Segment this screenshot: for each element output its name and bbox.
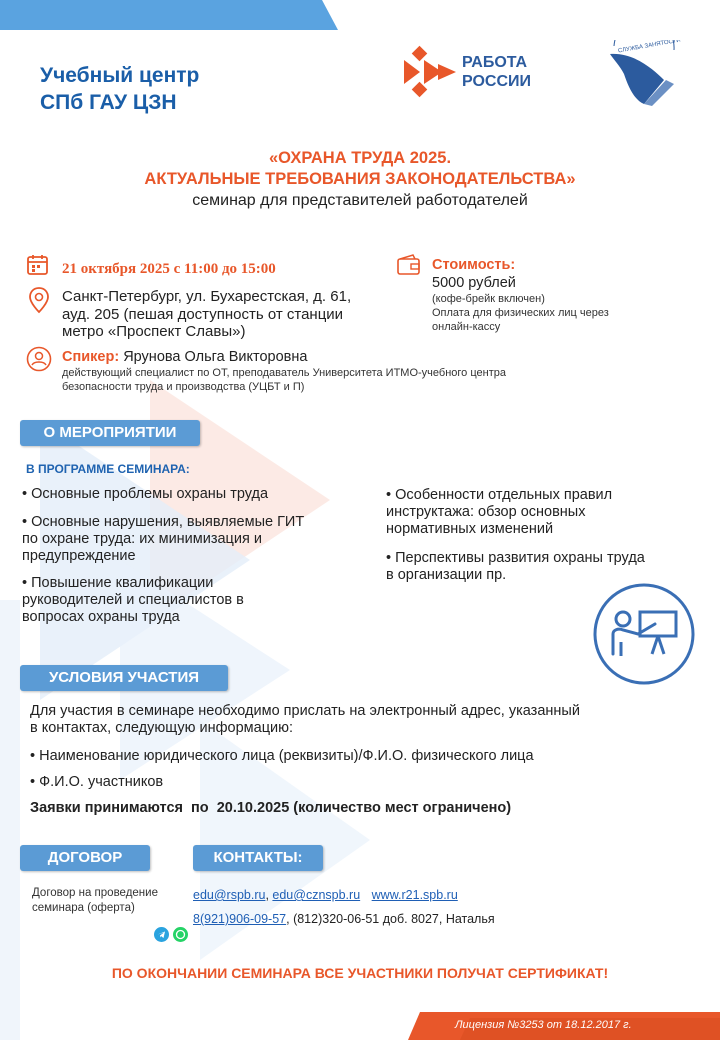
email-link-2[interactable]: edu@cznspb.ru xyxy=(272,888,361,902)
rabota-rossii-logo xyxy=(400,44,570,100)
deadline-text: Заявки принимаются по 20.10.2025 (количество мест ограничено) xyxy=(30,800,512,816)
contract-text[interactable]: Договор на проведение семинара (оферта) xyxy=(32,887,158,914)
title-block xyxy=(0,148,720,211)
program-item-2: • Основные нарушения, выявляемые ГИТ по охране труда: их минимизация и предупреждение xyxy=(22,514,312,565)
program-item-5: • Перспективы развития охраны труда в организации пр. xyxy=(386,550,646,584)
program-heading: В ПРОГРАММЕ СЕМИНАРА: xyxy=(26,462,190,476)
contacts-heading: КОНТАКТЫ: xyxy=(193,845,323,871)
contract-heading: ДОГОВОР xyxy=(20,845,150,871)
phone-link[interactable]: 8(921)906-09-57 xyxy=(193,912,287,926)
speaker-line xyxy=(62,349,307,365)
cost-note-payment: Оплата для физических лиц через онлайн-кассу xyxy=(432,307,609,333)
about-heading: О МЕРОПРИЯТИИ xyxy=(20,420,200,446)
certificate-notice: ПО ОКОНЧАНИИ СЕМИНАРА ВСЕ УЧАСТНИКИ ПОЛУЧАТ СЕРТИФИКАТ! xyxy=(111,965,609,981)
cost-note-coffee: (кофе-брейк включен) xyxy=(432,293,545,305)
presentation-teacher-icon xyxy=(592,582,696,686)
license-text: Лицензия №3253 от 18.12.2017 г. xyxy=(455,1019,632,1031)
program-item-1: • Основные проблемы охраны труда xyxy=(22,486,322,503)
whatsapp-icon[interactable] xyxy=(173,927,188,942)
org-name-line1: Учебный центр xyxy=(40,64,200,87)
speaker-description: действующий специалист по ОТ, преподаватель Университета ИТМО-учебного центра безопасности труда и производства (УЦБТ и П) xyxy=(62,367,506,393)
speaker-icon xyxy=(26,346,52,372)
contacts-emails xyxy=(193,888,458,902)
speaker-name: Ярунова Ольга Викторовна xyxy=(123,349,308,365)
email-link-1[interactable]: edu@rspb.ru xyxy=(193,888,266,902)
rabota-rossii-logo-icon xyxy=(400,44,460,100)
title-line1: «ОХРАНА ТРУДА 2025. xyxy=(268,149,452,167)
conditions-item-2: • Ф.И.О. участников xyxy=(30,774,430,791)
subtitle: семинар для представителей работодателей xyxy=(192,192,528,209)
title-line2: АКТУАЛЬНЫЕ ТРЕБОВАНИЯ ЗАКОНОДАТЕЛЬСТВА» xyxy=(144,170,576,188)
cost-value: 5000 рублей xyxy=(432,275,516,291)
contacts-phones xyxy=(193,912,495,926)
phone-rest: , (812)320-06-51 доб. 8027, Наталья xyxy=(286,912,495,926)
program-item-4: • Особенности отдельных правил инструктажа: обзор основных нормативных изменений xyxy=(386,487,656,538)
logo2-text: СЛУЖБА ЗАНЯТОСТИ xyxy=(617,40,682,55)
logo-line1: РАБОТА xyxy=(462,54,528,71)
employment-service-logo xyxy=(604,40,690,110)
speaker-label: Спикер: xyxy=(62,349,120,365)
email-separator: , xyxy=(265,888,273,902)
logo-line2: РОССИИ xyxy=(462,73,532,90)
program-item-3: • Повышение квалификации руководителей и специалистов в вопросах охраны труда xyxy=(22,575,292,626)
cost-label: Стоимость: xyxy=(432,257,516,273)
calendar-icon xyxy=(26,253,50,277)
conditions-heading: УСЛОВИЯ УЧАСТИЯ xyxy=(20,665,228,691)
telegram-icon[interactable] xyxy=(154,927,169,942)
location-pin-icon xyxy=(28,286,50,314)
wallet-icon xyxy=(396,254,422,276)
event-address: Санкт-Петербург, ул. Бухарестская, д. 61, ауд. 205 (пешая доступность от станции метро «Проспект Славы») xyxy=(62,288,352,340)
org-name xyxy=(40,62,199,116)
conditions-item-1: • Наименование юридического лица (реквизиты)/Ф.И.О. физического лица xyxy=(30,748,670,765)
conditions-intro: Для участия в семинаре необходимо прислать на электронный адрес, указанный в контактах, следующую информацию: xyxy=(30,703,580,736)
bird-emblem-icon xyxy=(604,40,690,110)
event-date: 21 октября 2025 с 11:00 до 15:00 xyxy=(62,261,276,277)
org-name-line2: СПб ГАУ ЦЗН xyxy=(40,91,177,114)
website-link[interactable]: www.r21.spb.ru xyxy=(371,888,458,902)
